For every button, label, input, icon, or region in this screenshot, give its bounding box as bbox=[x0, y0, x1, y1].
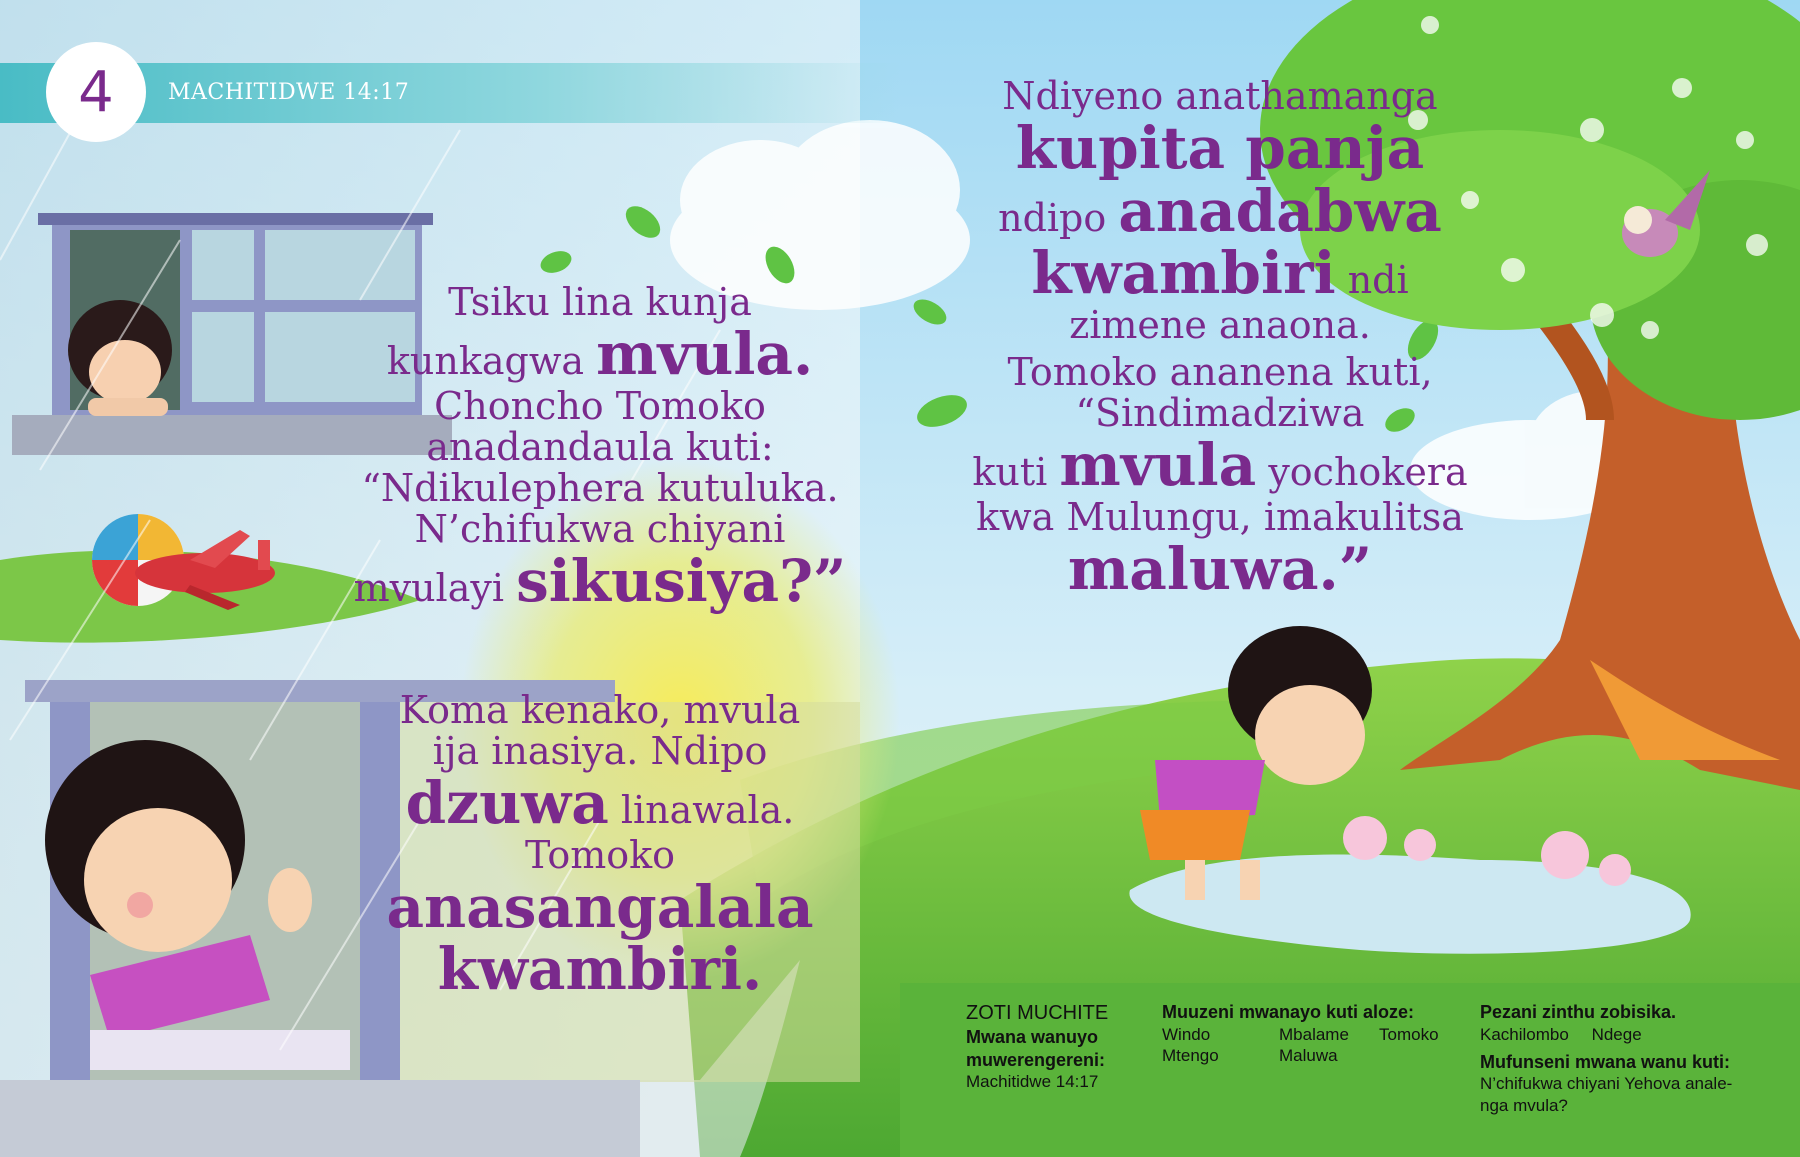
story-emphasis: anadabwa bbox=[1118, 176, 1442, 245]
story-emphasis: sikusiya?” bbox=[516, 546, 847, 615]
story-paragraph-2 bbox=[340, 688, 860, 1004]
story-text: kuti bbox=[972, 450, 1060, 494]
story-emphasis: kwambiri bbox=[1031, 239, 1336, 308]
story-text: mvulayi bbox=[353, 565, 517, 610]
word-item: Tomoko bbox=[1379, 1024, 1439, 1044]
activity-question bbox=[1480, 1073, 1780, 1116]
story-line: Koma kenako, mvula bbox=[399, 688, 801, 732]
story-line: “Sindimadziwa bbox=[1075, 390, 1365, 435]
story-line: ija inasiya. Ndipo bbox=[432, 729, 768, 774]
activity-reference: Machitidwe 14:17 bbox=[966, 1072, 1099, 1091]
word-list bbox=[1162, 1024, 1472, 1067]
story-text: ndipo bbox=[998, 195, 1119, 240]
story-line: Tomoko ananena kuti, bbox=[1007, 349, 1433, 394]
word-item: Maluwa bbox=[1279, 1045, 1338, 1065]
hidden-item: Ndege bbox=[1591, 1024, 1642, 1044]
story-emphasis: kupita panja bbox=[1015, 114, 1425, 183]
story-line: N’chifukwa chiyani bbox=[414, 506, 786, 551]
story-emphasis: mvula bbox=[1059, 431, 1257, 499]
story-text: ndi bbox=[1335, 258, 1409, 303]
activity-panel bbox=[900, 983, 1800, 1157]
story-line: Ndiyeno anathamanga bbox=[1002, 74, 1438, 118]
activity-column-3 bbox=[1480, 1001, 1780, 1116]
story-line bbox=[340, 320, 860, 389]
story-paragraph-3 bbox=[940, 74, 1500, 603]
story-text: yochokera bbox=[1256, 450, 1468, 494]
hidden-item: Kachilombo bbox=[1480, 1024, 1569, 1044]
activity-question-line: nga mvula? bbox=[1480, 1095, 1568, 1115]
story-line bbox=[940, 176, 1500, 245]
story-line: kwa Mulungu, imakulitsa bbox=[976, 494, 1464, 539]
story-line: anadandaula kuti: bbox=[426, 424, 774, 469]
word-item: Windo bbox=[1162, 1024, 1211, 1044]
activity-title: ZOTI MUCHITE bbox=[966, 1002, 1109, 1024]
story-paragraph-1 bbox=[340, 280, 860, 615]
story-line: Choncho Tomoko bbox=[434, 383, 766, 428]
story-line bbox=[940, 431, 1500, 499]
activity-heading: Muuzeni mwanayo kuti aloze: bbox=[1162, 1002, 1415, 1022]
word-item: Mtengo bbox=[1162, 1045, 1219, 1065]
story-text: linawala. bbox=[608, 788, 795, 833]
activity-heading: Mufunseni mwana wanu kuti: bbox=[1480, 1051, 1731, 1072]
story-line bbox=[340, 546, 860, 615]
hidden-items bbox=[1480, 1024, 1780, 1045]
story-emphasis: mvula. bbox=[596, 320, 814, 389]
story-line bbox=[940, 239, 1500, 308]
activity-heading: Pezani zinthu zobisika. bbox=[1480, 1002, 1677, 1022]
activity-column-2 bbox=[1162, 1001, 1472, 1066]
activity-question-line: N’chifukwa chiyani Yehova anale- bbox=[1480, 1074, 1733, 1094]
scripture-reference: MACHITIDWE 14:17 bbox=[168, 80, 410, 105]
story-line: Tsiku lina kunja bbox=[448, 280, 752, 324]
story-line: Tomoko bbox=[524, 832, 676, 877]
activity-subtitle-line: muwerengereni: bbox=[966, 1049, 1106, 1070]
story-line: “Ndikulephera kutuluka. bbox=[361, 465, 839, 510]
story-text: kunkagwa bbox=[386, 339, 597, 384]
story-line bbox=[340, 769, 860, 838]
page-number: 4 bbox=[46, 42, 146, 142]
activity-column-1 bbox=[966, 1001, 1136, 1092]
activity-subtitle bbox=[966, 1026, 1136, 1071]
word-item: Mbalame bbox=[1279, 1024, 1349, 1044]
activity-subtitle-line: Mwana wanuyo bbox=[966, 1027, 1099, 1047]
story-line: zimene anaona. bbox=[1069, 302, 1371, 347]
story-emphasis: anasangalala bbox=[386, 872, 814, 941]
story-emphasis: maluwa.” bbox=[1067, 534, 1373, 603]
story-emphasis: kwambiri. bbox=[437, 935, 763, 1004]
story-emphasis: dzuwa bbox=[405, 769, 609, 838]
